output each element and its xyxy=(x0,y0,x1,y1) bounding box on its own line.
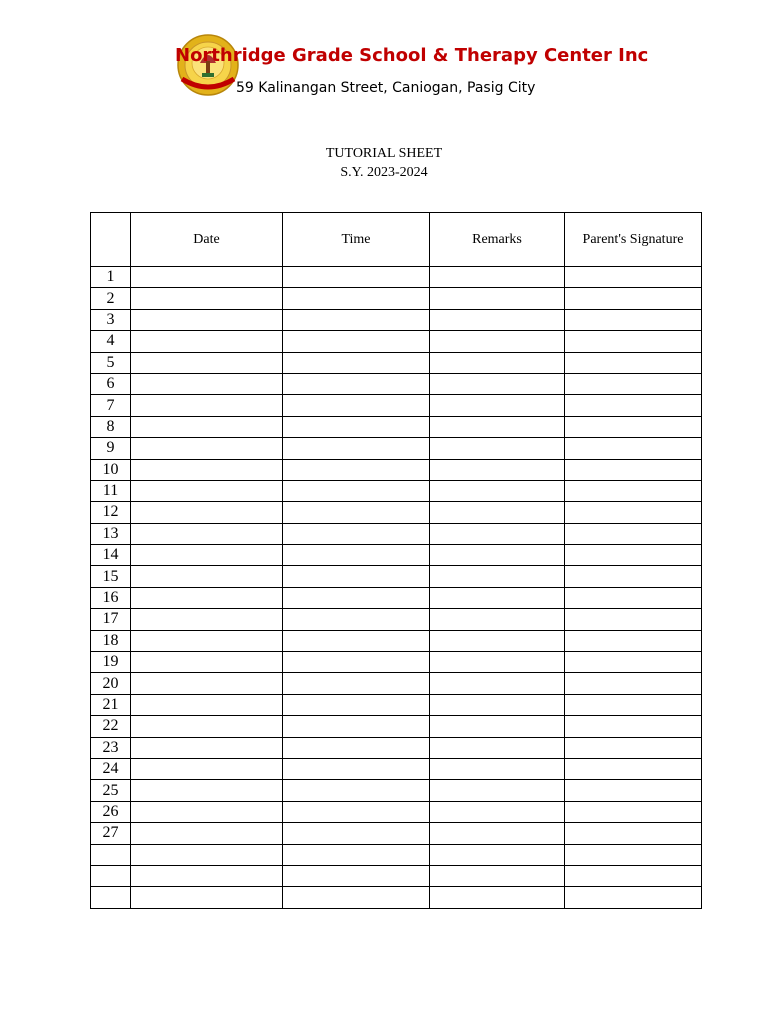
row-number: 13 xyxy=(91,523,131,544)
date-cell[interactable] xyxy=(131,630,283,651)
row-number: 6 xyxy=(91,373,131,394)
time-cell[interactable] xyxy=(283,694,430,715)
row-number: 25 xyxy=(91,780,131,801)
remarks-cell[interactable] xyxy=(430,438,565,459)
row-number: 27 xyxy=(91,823,131,844)
row-number: 16 xyxy=(91,587,131,608)
time-cell[interactable] xyxy=(283,716,430,737)
time-cell[interactable] xyxy=(283,780,430,801)
remarks-cell[interactable] xyxy=(430,523,565,544)
table-row xyxy=(91,716,702,737)
row-number: 8 xyxy=(91,416,131,437)
signature-cell[interactable] xyxy=(565,823,702,844)
signature-cell[interactable] xyxy=(565,288,702,309)
signature-cell[interactable] xyxy=(565,673,702,694)
table-row xyxy=(91,267,702,288)
remarks-cell[interactable] xyxy=(430,395,565,416)
signature-cell[interactable] xyxy=(565,545,702,566)
remarks-cell[interactable] xyxy=(430,331,565,352)
date-cell[interactable] xyxy=(131,545,283,566)
time-cell[interactable] xyxy=(283,395,430,416)
date-cell[interactable] xyxy=(131,587,283,608)
row-number: 20 xyxy=(91,673,131,694)
time-cell[interactable] xyxy=(283,865,430,886)
row-number: 22 xyxy=(91,716,131,737)
signature-cell[interactable] xyxy=(565,416,702,437)
table-row xyxy=(91,395,702,416)
date-cell[interactable] xyxy=(131,480,283,501)
time-cell[interactable] xyxy=(283,373,430,394)
date-cell[interactable] xyxy=(131,823,283,844)
remarks-cell[interactable] xyxy=(430,823,565,844)
date-cell[interactable] xyxy=(131,459,283,480)
row-number: 1 xyxy=(91,267,131,288)
remarks-cell[interactable] xyxy=(430,758,565,779)
signature-cell[interactable] xyxy=(565,716,702,737)
signature-cell[interactable] xyxy=(565,480,702,501)
table-row xyxy=(91,865,702,886)
time-cell[interactable] xyxy=(283,267,430,288)
signature-cell[interactable] xyxy=(565,801,702,822)
remarks-cell[interactable] xyxy=(430,630,565,651)
table-row xyxy=(91,694,702,715)
table-header-row xyxy=(91,213,702,267)
row-number: 7 xyxy=(91,395,131,416)
row-number: 23 xyxy=(91,737,131,758)
row-number: 2 xyxy=(91,288,131,309)
table-row xyxy=(91,844,702,865)
school-name: Northridge Grade School & Therapy Center Inc xyxy=(175,45,649,66)
remarks-cell[interactable] xyxy=(430,309,565,330)
time-cell[interactable] xyxy=(283,438,430,459)
row-number xyxy=(91,865,131,886)
time-cell[interactable] xyxy=(283,288,430,309)
table-row xyxy=(91,459,702,480)
row-number xyxy=(91,844,131,865)
table-row xyxy=(91,352,702,373)
remarks-cell[interactable] xyxy=(430,609,565,630)
column-header-signature: Parent's Signature xyxy=(565,213,702,267)
date-cell[interactable] xyxy=(131,566,283,587)
row-number: 15 xyxy=(91,566,131,587)
tutorial-table xyxy=(90,212,702,909)
table-row xyxy=(91,545,702,566)
table-row xyxy=(91,652,702,673)
remarks-cell[interactable] xyxy=(430,865,565,886)
signature-cell[interactable] xyxy=(565,694,702,715)
remarks-cell[interactable] xyxy=(430,844,565,865)
time-cell[interactable] xyxy=(283,844,430,865)
time-cell[interactable] xyxy=(283,737,430,758)
date-cell[interactable] xyxy=(131,288,283,309)
signature-cell[interactable] xyxy=(565,865,702,886)
signature-cell[interactable] xyxy=(565,267,702,288)
row-number: 19 xyxy=(91,652,131,673)
date-cell[interactable] xyxy=(131,780,283,801)
date-cell[interactable] xyxy=(131,523,283,544)
remarks-cell[interactable] xyxy=(430,267,565,288)
time-cell[interactable] xyxy=(283,523,430,544)
remarks-cell[interactable] xyxy=(430,373,565,394)
date-cell[interactable] xyxy=(131,352,283,373)
signature-cell[interactable] xyxy=(565,395,702,416)
signature-cell[interactable] xyxy=(565,459,702,480)
signature-cell[interactable] xyxy=(565,373,702,394)
time-cell[interactable] xyxy=(283,502,430,523)
time-cell[interactable] xyxy=(283,609,430,630)
signature-cell[interactable] xyxy=(565,887,702,908)
date-cell[interactable] xyxy=(131,737,283,758)
signature-cell[interactable] xyxy=(565,502,702,523)
table-row xyxy=(91,737,702,758)
row-number: 3 xyxy=(91,309,131,330)
table-row xyxy=(91,502,702,523)
remarks-cell[interactable] xyxy=(430,502,565,523)
table-row xyxy=(91,587,702,608)
remarks-cell[interactable] xyxy=(430,716,565,737)
remarks-cell[interactable] xyxy=(430,737,565,758)
table-row xyxy=(91,331,702,352)
remarks-cell[interactable] xyxy=(430,480,565,501)
table-row xyxy=(91,523,702,544)
time-cell[interactable] xyxy=(283,801,430,822)
time-cell[interactable] xyxy=(283,758,430,779)
time-cell[interactable] xyxy=(283,352,430,373)
row-number: 11 xyxy=(91,480,131,501)
table-row xyxy=(91,823,702,844)
row-number: 10 xyxy=(91,459,131,480)
time-cell[interactable] xyxy=(283,331,430,352)
row-number: 21 xyxy=(91,694,131,715)
remarks-cell[interactable] xyxy=(430,587,565,608)
date-cell[interactable] xyxy=(131,395,283,416)
table-row xyxy=(91,630,702,651)
column-header-time: Time xyxy=(283,213,430,267)
remarks-cell[interactable] xyxy=(430,545,565,566)
table-row xyxy=(91,480,702,501)
signature-cell[interactable] xyxy=(565,523,702,544)
signature-cell[interactable] xyxy=(565,331,702,352)
table-row xyxy=(91,416,702,437)
table-row xyxy=(91,758,702,779)
remarks-cell[interactable] xyxy=(430,288,565,309)
signature-cell[interactable] xyxy=(565,758,702,779)
date-cell[interactable] xyxy=(131,373,283,394)
date-cell[interactable] xyxy=(131,438,283,459)
row-number xyxy=(91,887,131,908)
signature-cell[interactable] xyxy=(565,737,702,758)
remarks-cell[interactable] xyxy=(430,652,565,673)
signature-cell[interactable] xyxy=(565,652,702,673)
signature-cell[interactable] xyxy=(565,630,702,651)
time-cell[interactable] xyxy=(283,673,430,694)
time-cell[interactable] xyxy=(283,416,430,437)
signature-cell[interactable] xyxy=(565,438,702,459)
date-cell[interactable] xyxy=(131,801,283,822)
row-number: 4 xyxy=(91,331,131,352)
remarks-cell[interactable] xyxy=(430,801,565,822)
time-cell[interactable] xyxy=(283,309,430,330)
remarks-cell[interactable] xyxy=(430,566,565,587)
date-cell[interactable] xyxy=(131,609,283,630)
row-number: 5 xyxy=(91,352,131,373)
date-cell[interactable] xyxy=(131,309,283,330)
column-header-date: Date xyxy=(131,213,283,267)
signature-cell[interactable] xyxy=(565,587,702,608)
signature-cell[interactable] xyxy=(565,352,702,373)
date-cell[interactable] xyxy=(131,887,283,908)
row-number: 17 xyxy=(91,609,131,630)
table-row xyxy=(91,566,702,587)
signature-cell[interactable] xyxy=(565,844,702,865)
table-row xyxy=(91,673,702,694)
date-cell[interactable] xyxy=(131,716,283,737)
signature-cell[interactable] xyxy=(565,609,702,630)
date-cell[interactable] xyxy=(131,865,283,886)
date-cell[interactable] xyxy=(131,652,283,673)
time-cell[interactable] xyxy=(283,630,430,651)
time-cell[interactable] xyxy=(283,887,430,908)
row-number: 26 xyxy=(91,801,131,822)
date-cell[interactable] xyxy=(131,331,283,352)
remarks-cell[interactable] xyxy=(430,780,565,801)
table-row xyxy=(91,373,702,394)
table-row xyxy=(91,780,702,801)
time-cell[interactable] xyxy=(283,545,430,566)
column-header-number xyxy=(91,213,131,267)
row-number: 24 xyxy=(91,758,131,779)
table-row xyxy=(91,801,702,822)
time-cell[interactable] xyxy=(283,566,430,587)
row-number: 18 xyxy=(91,630,131,651)
date-cell[interactable] xyxy=(131,502,283,523)
time-cell[interactable] xyxy=(283,587,430,608)
table-row xyxy=(91,887,702,908)
date-cell[interactable] xyxy=(131,694,283,715)
remarks-cell[interactable] xyxy=(430,416,565,437)
school-year: S.Y. 2023-2024 xyxy=(340,165,428,180)
signature-cell[interactable] xyxy=(565,309,702,330)
date-cell[interactable] xyxy=(131,267,283,288)
remarks-cell[interactable] xyxy=(430,887,565,908)
signature-cell[interactable] xyxy=(565,780,702,801)
time-cell[interactable] xyxy=(283,823,430,844)
date-cell[interactable] xyxy=(131,416,283,437)
column-header-remarks: Remarks xyxy=(430,213,565,267)
date-cell[interactable] xyxy=(131,844,283,865)
school-address: 59 Kalinangan Street, Caniogan, Pasig City xyxy=(236,80,536,96)
document-title: TUTORIAL SHEET xyxy=(325,146,443,161)
date-cell[interactable] xyxy=(131,673,283,694)
date-cell[interactable] xyxy=(131,758,283,779)
table-row xyxy=(91,288,702,309)
table-row xyxy=(91,309,702,330)
table-row xyxy=(91,438,702,459)
remarks-cell[interactable] xyxy=(430,352,565,373)
row-number: 12 xyxy=(91,502,131,523)
signature-cell[interactable] xyxy=(565,566,702,587)
row-number: 9 xyxy=(91,438,131,459)
table-row xyxy=(91,609,702,630)
remarks-cell[interactable] xyxy=(430,694,565,715)
row-number: 14 xyxy=(91,545,131,566)
time-cell[interactable] xyxy=(283,480,430,501)
time-cell[interactable] xyxy=(283,459,430,480)
time-cell[interactable] xyxy=(283,652,430,673)
remarks-cell[interactable] xyxy=(430,673,565,694)
remarks-cell[interactable] xyxy=(430,459,565,480)
